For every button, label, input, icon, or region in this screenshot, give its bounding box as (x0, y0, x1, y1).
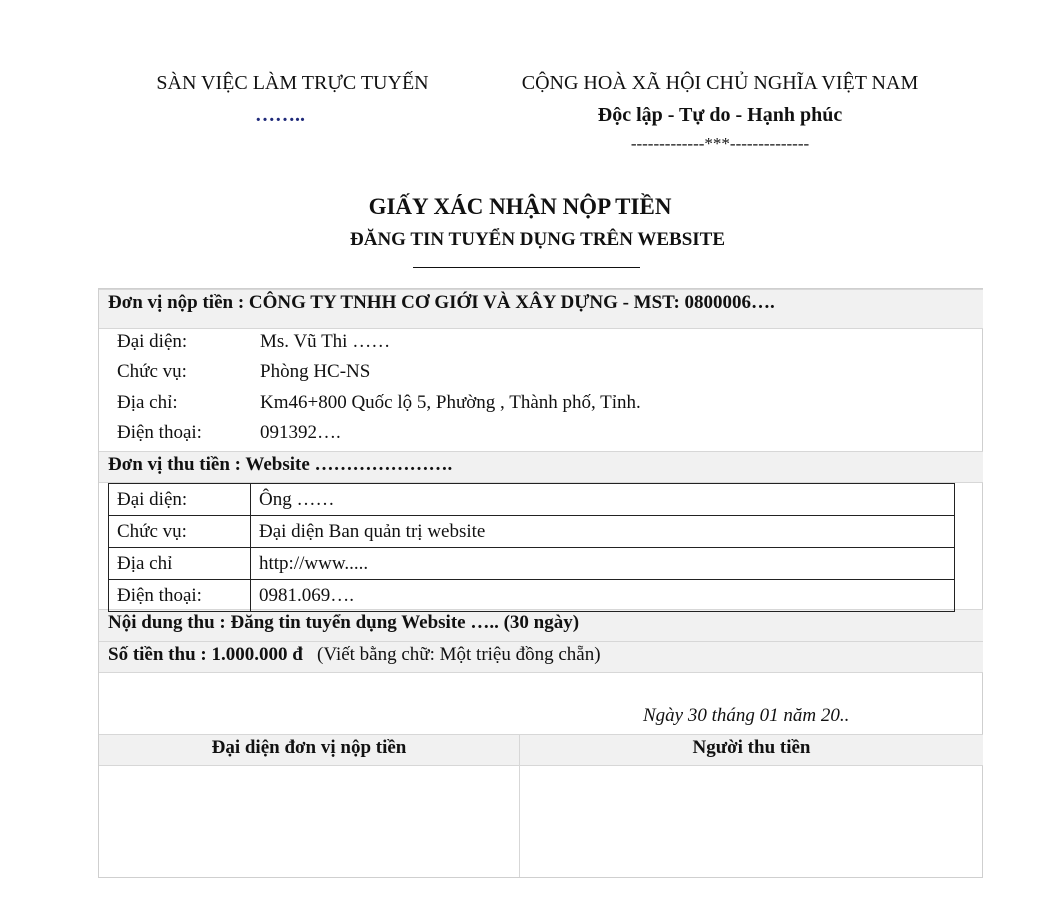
payer-phone-label: Điện thoại: (117, 422, 202, 443)
receiver-address-value: http://www..... (251, 548, 955, 580)
receiver-heading: Đơn vị thu tiền : Website …………………. (108, 454, 453, 475)
payer-address-label: Địa chỉ: (117, 392, 178, 413)
document-title: GIẤY XÁC NHẬN NỘP TIỀN (368, 194, 672, 219)
payment-content: Nội dung thu : Đăng tin tuyển dụng Website ….. (30 ngày) (108, 612, 580, 633)
organization-placeholder: …….. (255, 104, 305, 126)
receiver-details-table (108, 483, 955, 612)
table-row (109, 516, 955, 548)
title-underline (413, 267, 640, 268)
receiver-representative-value: Ông …… (251, 484, 955, 516)
receiver-position-label: Chức vụ: (109, 516, 251, 548)
national-motto: Độc lập - Tự do - Hạnh phúc (597, 104, 843, 126)
content-amount-divider (99, 641, 983, 642)
payer-representative-label: Đại diện: (117, 331, 188, 352)
table-row (109, 548, 955, 580)
payer-signature-heading: Đại diện đơn vị nộp tiền (211, 737, 407, 758)
header-separator: -------------***-------------- (630, 134, 810, 153)
payer-address-value: Km46+800 Quốc lộ 5, Phường , Thành phố, Tỉnh. (260, 392, 641, 413)
receiver-position-value: Đại diện Ban quản trị website (251, 516, 955, 548)
payer-position-label: Chức vụ: (117, 361, 187, 382)
payment-amount-line (108, 644, 601, 666)
date-line: Ngày 30 tháng 01 năm 20.. (643, 705, 850, 726)
payer-heading: Đơn vị nộp tiền : CÔNG TY TNHH CƠ GIỚI VÀ XÂY DỰNG - MST: 0800006…. (108, 292, 775, 313)
table-row (109, 484, 955, 516)
organization-name: SÀN VIỆC LÀM TRỰC TUYẾN (156, 72, 429, 94)
receiver-signature-heading: Người thu tiền (692, 737, 811, 758)
payment-amount: Số tiền thu : 1.000.000 đ (108, 644, 303, 665)
payer-phone-value: 091392…. (260, 422, 341, 443)
receiver-address-label: Địa chỉ (109, 548, 251, 580)
receiver-phone-value: 0981.069…. (251, 580, 955, 612)
document-subtitle: ĐĂNG TIN TUYỂN DỤNG TRÊN WEBSITE (350, 229, 725, 250)
receiver-phone-label: Điện thoại: (109, 580, 251, 612)
payment-amount-in-words: (Viết bằng chữ: Một triệu đồng chẵn) (317, 644, 601, 665)
table-row (109, 580, 955, 612)
country-name: CỘNG HOÀ XÃ HỘI CHỦ NGHĨA VIỆT NAM (521, 72, 919, 94)
payer-signature-area (99, 767, 519, 877)
payer-representative-value: Ms. Vũ Thi …… (260, 331, 391, 352)
receiver-representative-label: Đại diện: (109, 484, 251, 516)
payer-position-value: Phòng HC-NS (260, 361, 371, 382)
receiver-signature-area (520, 767, 983, 877)
